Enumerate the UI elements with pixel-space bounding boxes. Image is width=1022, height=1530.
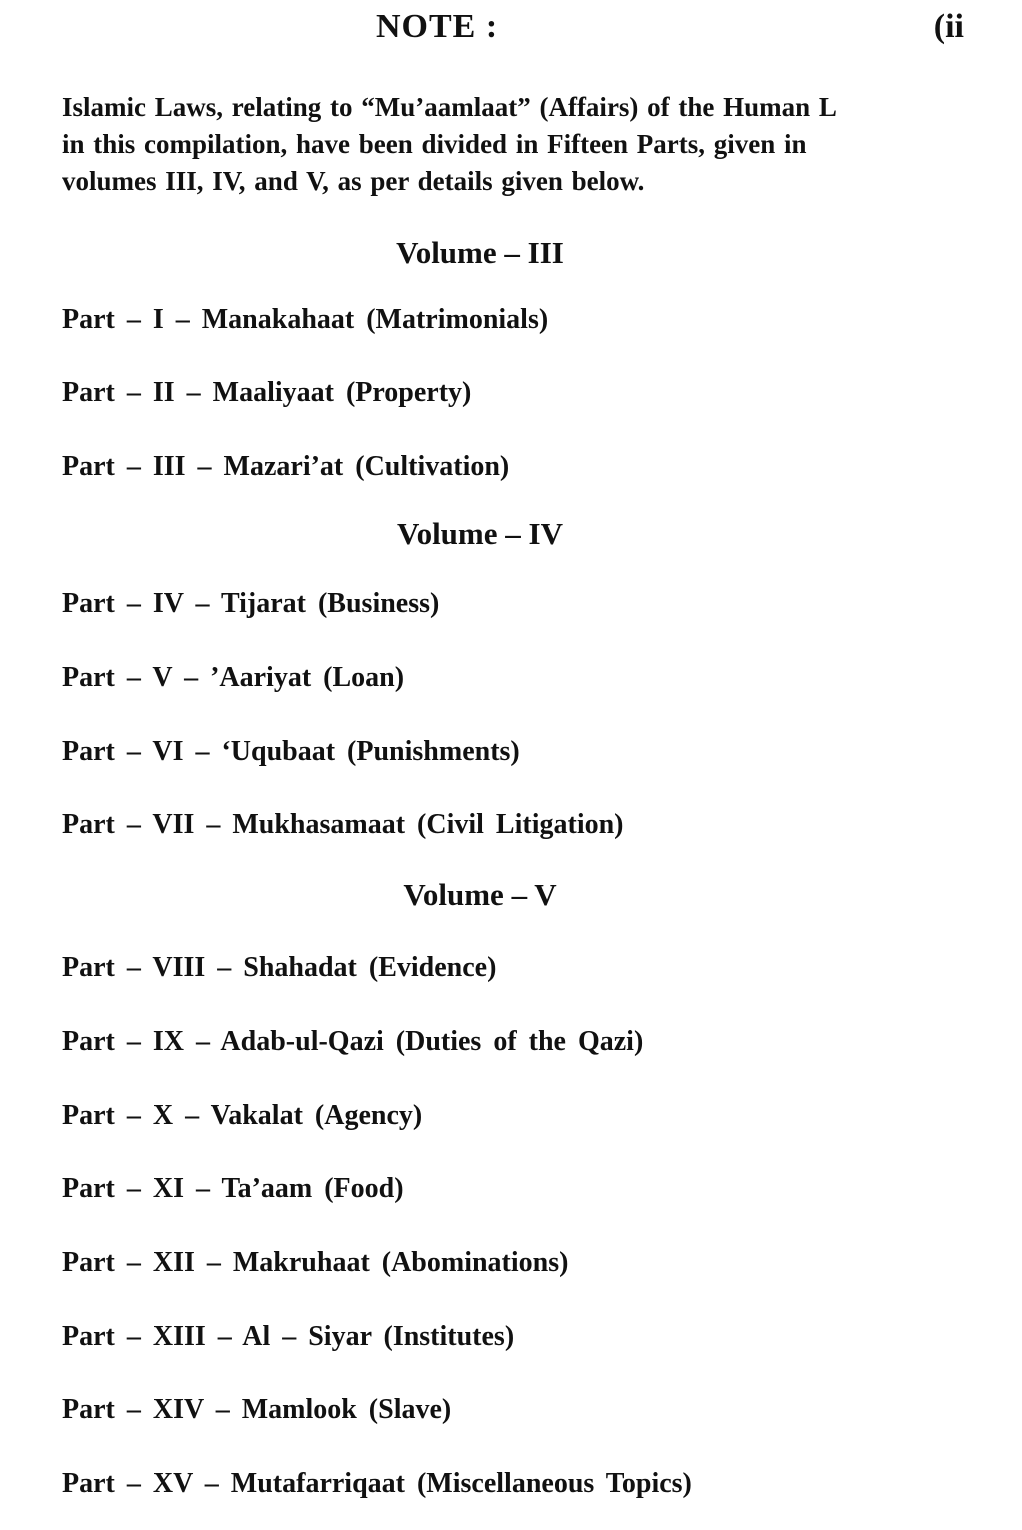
volume-heading-iii: Volume – III	[396, 235, 564, 270]
part-entry: Part – XI – Ta’aam (Food)	[62, 1173, 404, 1204]
part-entry: Part – VI – ‘Uqubaat (Punishments)	[62, 736, 520, 767]
part-entry: Part – VIII – Shahadat (Evidence)	[62, 952, 497, 983]
part-entry: Part – XV – Mutafarriqaat (Miscellaneous Topics)	[62, 1468, 692, 1499]
part-entry: Part – V – ’Aariyat (Loan)	[62, 662, 405, 693]
intro-line: Islamic Laws, relating to “Mu’aamlaat” (Affairs) of the Human L	[62, 92, 837, 122]
page-number: (ii	[933, 8, 964, 45]
part-entry: Part – III – Mazari’at (Cultivation)	[62, 451, 510, 482]
page-header	[0, 8, 964, 52]
part-entry: Part – IV – Tijarat (Business)	[62, 588, 440, 619]
part-entry: Part – II – Maaliyaat (Property)	[62, 377, 472, 408]
volume-heading-v: Volume – V	[403, 877, 557, 912]
part-entry: Part – X – Vakalat (Agency)	[62, 1100, 423, 1131]
intro-paragraph	[62, 89, 1022, 200]
part-entry: Part – XIV – Mamlook (Slave)	[62, 1394, 452, 1425]
volume-heading-iv: Volume – IV	[397, 516, 563, 551]
note-title: NOTE :	[376, 8, 499, 45]
part-entry: Part – XII – Makruhaat (Abominations)	[62, 1247, 569, 1278]
part-entry: Part – IX – Adab-ul-Qazi (Duties of the Qazi)	[62, 1026, 644, 1057]
part-entry: Part – I – Manakahaat (Matrimonials)	[62, 304, 549, 335]
part-entry: Part – VII – Mukhasamaat (Civil Litigation)	[62, 809, 624, 840]
intro-line: in this compilation, have been divided in Fifteen Parts, given in	[62, 129, 807, 159]
intro-line: volumes III, IV, and V, as per details given below.	[62, 166, 645, 196]
part-entry: Part – XIII – Al – Siyar (Institutes)	[62, 1321, 515, 1352]
